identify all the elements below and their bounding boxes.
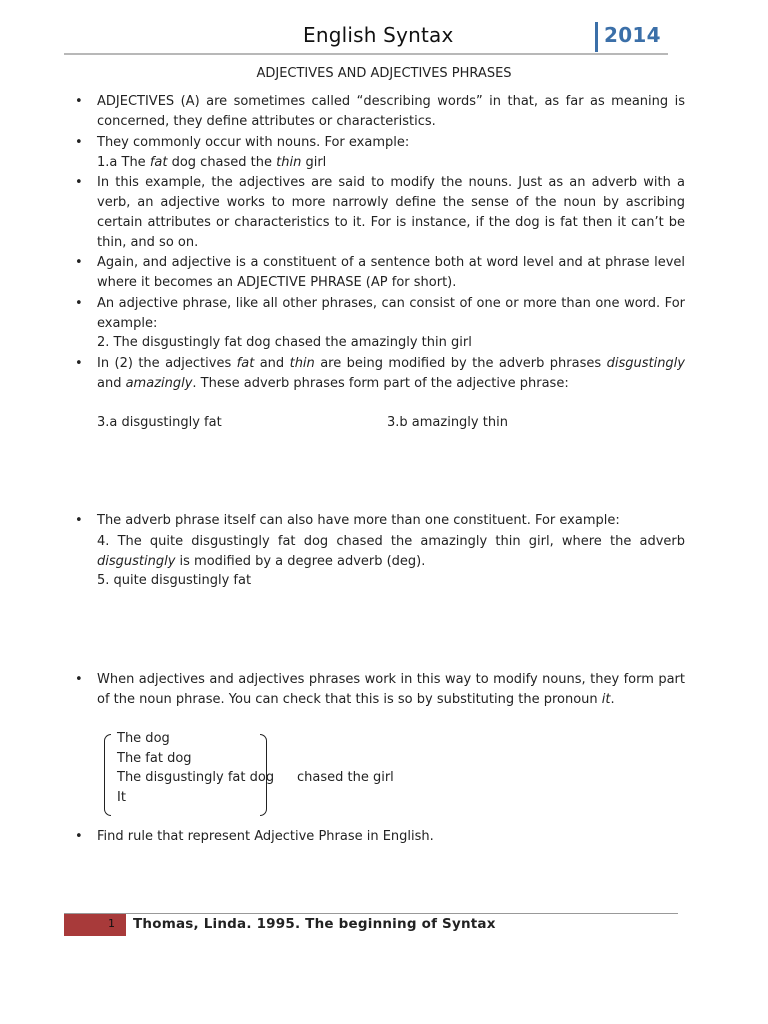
example-italic: thin bbox=[276, 155, 302, 170]
bullet-modify-nouns: • In this example, the adjectives are said to modify the nouns. Just as an adverb with a verb, an adjective works to more narrowly define the sense of the noun by ascribing certain attributes or characteristics to it. For is instance, if the dog is fat then it can’t be thin, and so on. bbox=[97, 173, 685, 253]
document-title: English Syntax bbox=[303, 23, 454, 47]
paragraph-text: . These adverb phrases form part of the adjective phrase: bbox=[192, 376, 569, 391]
footer-page-box bbox=[64, 914, 126, 936]
example-text: 1.a The bbox=[97, 155, 150, 170]
bullet-find-rule: • Find rule that represent Adjective Phrase in English. bbox=[97, 827, 685, 847]
bullet-occur-with-nouns: • They commonly occur with nouns. For example: bbox=[97, 133, 685, 153]
paragraph-text: and bbox=[97, 376, 126, 391]
np-option-1: The dog bbox=[117, 731, 170, 746]
np-option-4: It bbox=[117, 790, 126, 805]
section-heading: ADJECTIVES AND ADJECTIVES PHRASES bbox=[256, 66, 512, 81]
bullet-adjective-phrase: • An adjective phrase, like all other phrases, can consist of one or more than one word. For example: bbox=[97, 294, 685, 334]
paragraph-text: are being modified by the adverb phrases bbox=[314, 356, 607, 371]
np-predicate: chased the girl bbox=[297, 770, 394, 785]
example-text: girl bbox=[301, 155, 327, 170]
example-3a: 3.a disgustingly fat bbox=[97, 415, 222, 430]
np-option-3: The disgustingly fat dog bbox=[117, 770, 275, 785]
header-rule bbox=[64, 53, 668, 55]
page-number: 1 bbox=[108, 917, 115, 930]
example-4 bbox=[97, 532, 685, 572]
bullet-adjectives-definition: • ADJECTIVES (A) are sometimes called “describing words” in that, as far as meaning is concerned, they define attributes or characteristics. bbox=[97, 92, 685, 132]
paragraph-italic: it bbox=[601, 692, 611, 707]
example-text: 4. The quite disgustingly fat dog chased the amazingly thin girl, where the adverb bbox=[97, 534, 685, 549]
example-text: dog chased the bbox=[167, 155, 277, 170]
paragraph-italic: thin bbox=[289, 356, 315, 371]
bullet-modified-by-adverb bbox=[97, 354, 685, 394]
example-1a bbox=[97, 153, 326, 173]
bullet-noun-phrase bbox=[97, 670, 685, 710]
example-italic: fat bbox=[149, 155, 168, 170]
footer-rule bbox=[64, 913, 678, 914]
example-2: 2. The disgustingly fat dog chased the amazingly thin girl bbox=[97, 335, 472, 350]
footer-citation: Thomas, Linda. 1995. The beginning of Syntax bbox=[133, 916, 496, 932]
paragraph-text: and bbox=[254, 356, 290, 371]
bullet-adverb-phrase-constituents: • The adverb phrase itself can also have more than one constituent. For example: bbox=[97, 511, 685, 531]
example-5: 5. quite disgustingly fat bbox=[97, 573, 252, 588]
bullet-constituent: • Again, and adjective is a constituent of a sentence both at word level and at phrase level where it becomes an ADJECTIVE PHRASE (AP for short). bbox=[97, 253, 685, 293]
example-italic: disgustingly bbox=[97, 554, 176, 569]
paragraph-text: When adjectives and adjectives phrases work in this way to modify nouns, they form part of the noun phrase. You can check that this is so by substituting the pronoun bbox=[97, 672, 685, 707]
example-text: is modified by a degree adverb (deg). bbox=[175, 554, 426, 569]
paragraph-italic: disgustingly bbox=[606, 356, 685, 371]
header-divider bbox=[595, 22, 598, 52]
header-year: 2014 bbox=[604, 23, 661, 47]
paragraph-italic: fat bbox=[236, 356, 255, 371]
example-3b: 3.b amazingly thin bbox=[387, 415, 508, 430]
paragraph-text: In (2) the adjectives bbox=[97, 356, 237, 371]
paragraph-italic: amazingly bbox=[125, 376, 193, 391]
left-brace bbox=[104, 734, 111, 816]
paragraph-text: . bbox=[610, 692, 615, 707]
np-option-2: The fat dog bbox=[117, 751, 192, 766]
